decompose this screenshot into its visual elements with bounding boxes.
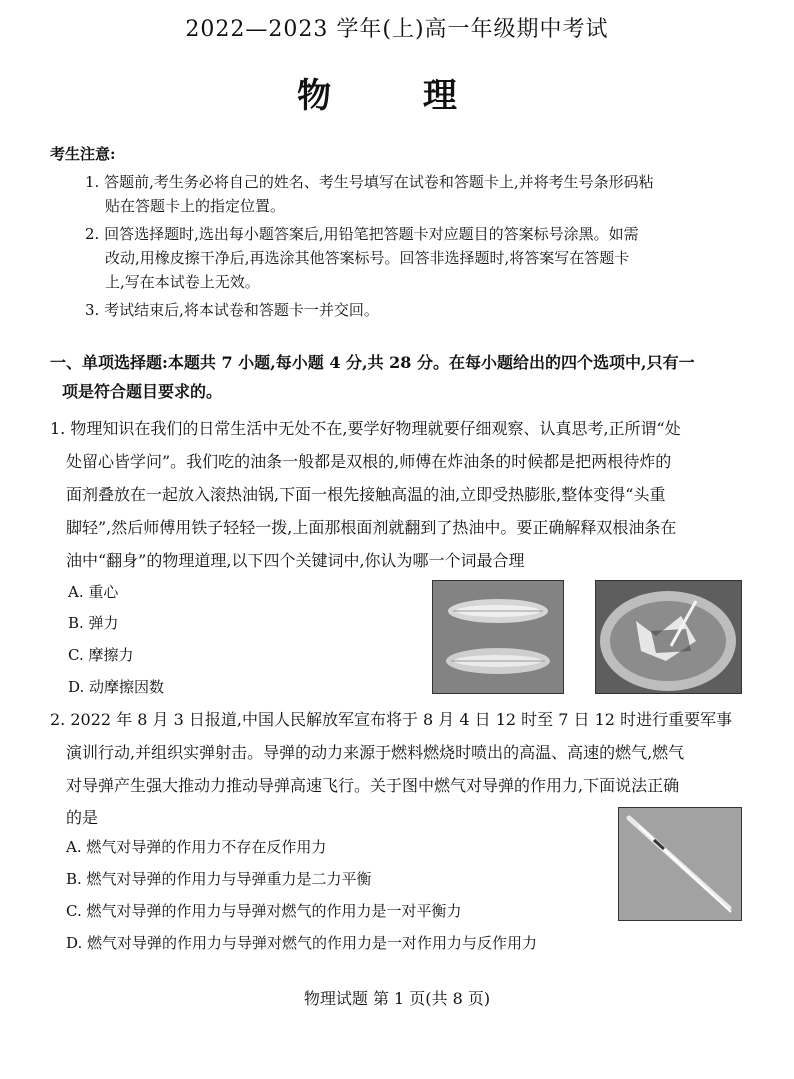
q1-option-d: D. 动摩擦因数: [68, 678, 165, 696]
frying-photo: [595, 580, 742, 694]
q2-option-d: D. 燃气对导弹的作用力与导弹对燃气的作用力是一对作用力与反作用力: [66, 934, 538, 952]
exam-title: 2022—2023 学年(上)高一年级期中考试: [185, 17, 609, 42]
section-heading-cont: 项是符合题目要求的。: [62, 382, 223, 401]
notice-line: 上,写在本试卷上无效。: [105, 273, 260, 291]
q2-line: 演训行动,并组织实弹射击。导弹的动力来源于燃料燃烧时喷出的高温、高速的燃气,燃气: [66, 743, 685, 762]
notice-line: 3. 考试结束后,将本试卷和答题卡一并交回。: [85, 301, 379, 319]
notice-heading: 考生注意:: [50, 145, 116, 163]
section-heading: 一、单项选择题:本题共 7 小题,每小题 4 分,共 28 分。在每小题给出的四个选项中,只有一: [50, 353, 695, 372]
q2-option-c: C. 燃气对导弹的作用力与导弹对燃气的作用力是一对平衡力: [66, 902, 462, 920]
q1-option-b: B. 弹力: [68, 614, 119, 632]
page-footer: 物理试题 第 1 页(共 8 页): [303, 989, 491, 1008]
missile-photo: [618, 807, 742, 921]
q1-option-a: A. 重心: [68, 583, 119, 601]
notice-line: 改动,用橡皮擦干净后,再选涂其他答案标号。回答非选择题时,将答案写在答题卡: [105, 249, 630, 267]
q2-option-a: A. 燃气对导弹的作用力不存在反作用力: [66, 838, 327, 856]
q1-line: 1. 物理知识在我们的日常生活中无处不在,要学好物理就要仔细观察、认真思考,正所谓“处: [50, 419, 681, 438]
notice-line: 1. 答题前,考生务必将自己的姓名、考生号填写在试卷和答题卡上,并将考生号条形码粘: [85, 173, 654, 191]
notice-line: 2. 回答选择题时,选出每小题答案后,用铅笔把答题卡对应题目的答案标号涂黑。如需: [85, 225, 639, 243]
q2-line: 2. 2022 年 8 月 3 日报道,中国人民解放军宣布将于 8 月 4 日 12 时至 7 日 12 时进行重要军事: [50, 710, 733, 729]
q1-line: 脚轻”,然后师傅用铁子轻轻一拨,上面那根面剂就翻到了热油中。要正确解释双根油条在: [66, 518, 677, 537]
q1-line: 处留心皆学问”。我们吃的油条一般都是双根的,师傅在炸油条的时候都是把两根待炸的: [66, 452, 672, 471]
subject-title: 物 理: [297, 76, 497, 116]
q1-line: 面剂叠放在一起放入滚热油锅,下面一根先接触高温的油,立即受热膨胀,整体变得“头重: [66, 485, 666, 504]
dough-photo: [432, 580, 564, 694]
q2-line: 对导弹产生强大推动力推动导弹高速飞行。关于图中燃气对导弹的作用力,下面说法正确: [66, 776, 680, 795]
q1-line: 油中“翻身”的物理道理,以下四个关键词中,你认为哪一个词最合理: [66, 551, 525, 570]
q1-option-c: C. 摩擦力: [68, 646, 134, 664]
notice-line: 贴在答题卡上的指定位置。: [105, 197, 286, 215]
q2-line: 的是: [66, 808, 99, 827]
q2-option-b: B. 燃气对导弹的作用力与导弹重力是二力平衡: [66, 870, 372, 888]
